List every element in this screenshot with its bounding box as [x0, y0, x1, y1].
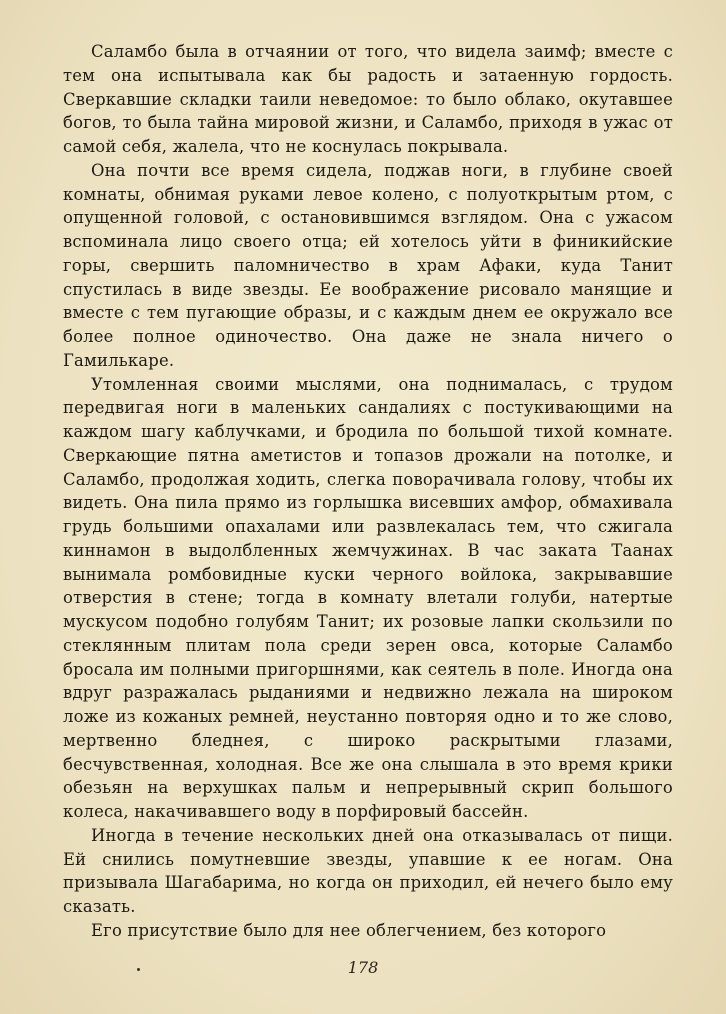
paragraph-1: Саламбо была в отчаянии от того, что видела заимф; вместе с тем она испытывала как бы радость и затаенную гордость. Сверкавшие складки таили неведомое: то было облако, окутавшее богов, то была тайна мировой жизни, и Саламбо, приходя в ужас от самой себя, жалела, что не коснулась покрывала. — [63, 42, 673, 156]
paragraph-2: Она почти все время сидела, поджав ноги, в глубине своей комнаты, обнимая руками левое колено, с полуоткрытым ртом, с опущенной головой, с остановившимся взглядом. Она с ужасом вспоминала лицо своего отца; ей хотелось уйти в финикийские горы, свершить паломничество в храм Афаки, куда Танит спустилась в виде звезды. Ее воображение рисовало манящие и вместе с тем пугающие образы, и с каждым днем ее окружало все более полное одиночество. Она даже не знала ничего о Гамилькаре. — [63, 160, 673, 370]
page-number: 178 — [347, 958, 379, 977]
paragraph-3: Утомленная своими мыслями, она поднималась, с трудом передвигая ноги в маленьких сандалиях с постукивающими на каждом шагу каблучками, и бродила по большой тихой комнате. Сверкающие пятна аметистов и топазов дрожали на потолке, и Саламбо, продолжая ходить, слегка поворачивала голову, чтобы их видеть. Она пила прямо из горлышка висевших амфор, обмахивала грудь большими опахалами или развлекалась тем, что сжигала киннамон в выдолбленных жемчужинах. В час заката Таанах вынимала ромбовидные куски черного войлока, закрывавшие отверстия в стене; тогда в комнату влетали голуби, натертые мускусом подобно голубям Танит; их розовые лапки скользили по стеклянным плитам пола среди зерен овса, которые Саламбо бросала им полными пригоршнями, как сеятель в поле. Иногда она вдруг разражалась рыданиями и недвижно лежала на широком ложе из кожаных ремней, неустанно повторяя одно и то же слово, мертвенно бледнея, с широко раскрытыми глазами, бесчувственная, холодная. Все же она слышала в это время крики обезьян на верхушках пальм и непрерывный скрип большого колеса, накачивавшего воду в порфировый бассейн. — [63, 374, 673, 821]
paragraph-5: Его присутствие было для нее облегчением, без которого — [91, 920, 607, 940]
paragraph-4: Иногда в течение нескольких дней она отказывалась от пищи. Ей снились помутневшие звезды, упавшие к ее ногам. Она призывала Шагабарима, но когда он приходил, ей нечего было ему сказать. — [63, 825, 673, 916]
body-text — [63, 40, 673, 943]
